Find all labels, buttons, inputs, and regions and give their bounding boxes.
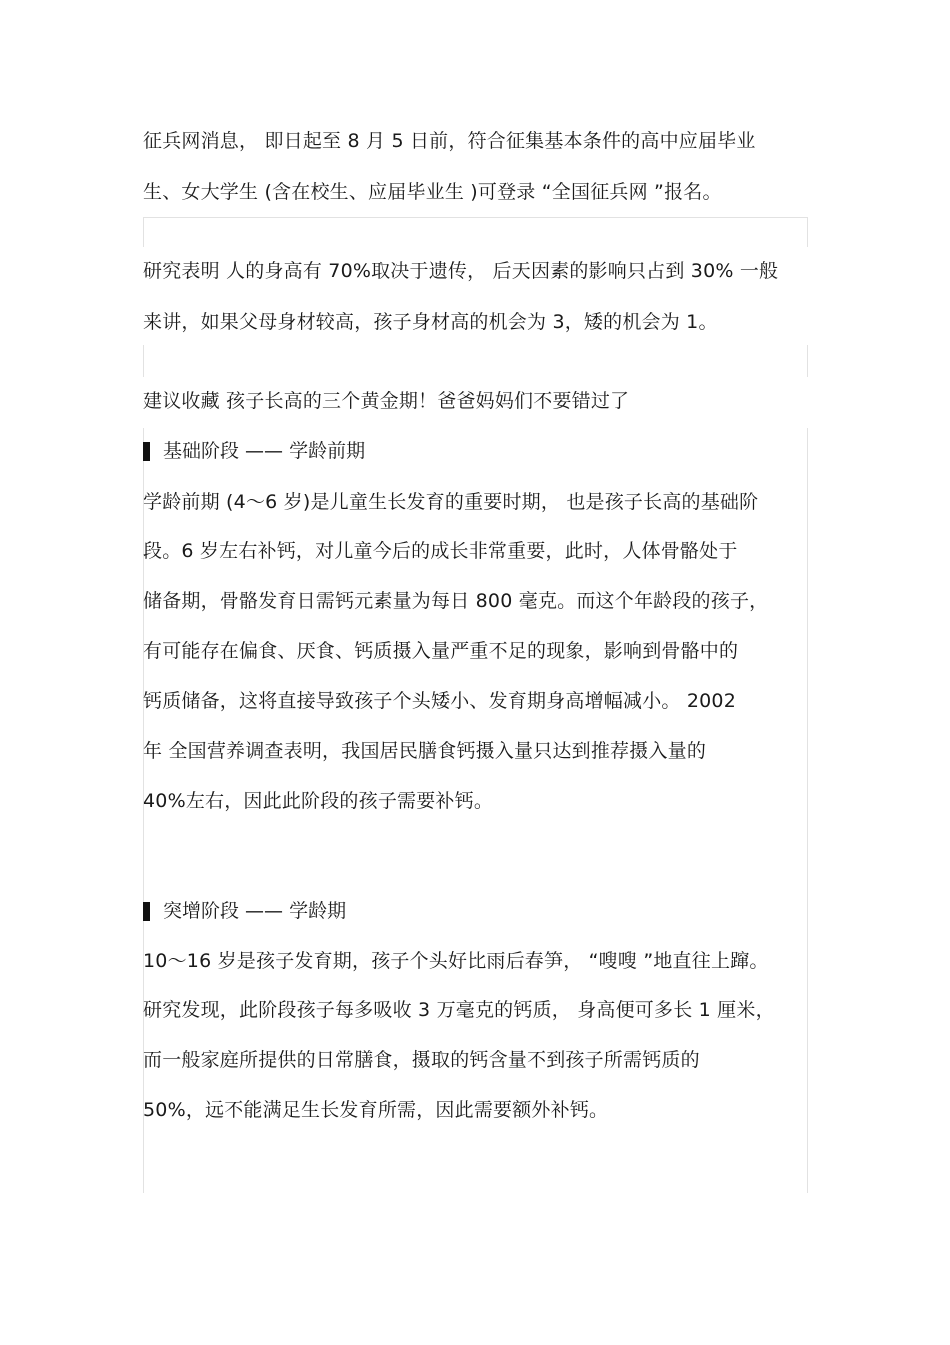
section2-line-3: 而一般家庭所提供的日常膳食，摄取的钙含量不到孩子所需钙质的	[143, 1049, 700, 1071]
section1-line-2: 段。6 岁左右补钙，对儿童今后的成长非常重要，此时，人体骨骼处于	[143, 540, 738, 562]
frame-line-right-1	[807, 217, 808, 247]
section1-line-4: 有可能存在偏食、厌食、钙质摄入量严重不足的现象，影响到骨骼中的	[143, 640, 739, 662]
heading-bar-icon	[143, 902, 150, 921]
section1-heading	[143, 438, 365, 464]
intro-line-2: 生、女大学生 (含在校生、应届毕业生 )可登录 “全国征兵网 ”报名。	[143, 181, 722, 203]
research-line-1: 研究表明 人的身高有 70%取决于遗传， 后天因素的影响只占到 30% 一般	[143, 260, 779, 282]
section1-line-6: 年 全国营养调查表明，我国居民膳食钙摄入量只达到推荐摄入量的	[143, 740, 707, 762]
research-line-2: 来讲，如果父母身材较高，孩子身材高的机会为 3，矮的机会为 1。	[143, 311, 718, 333]
section1-line-7: 40%左右，因此此阶段的孩子需要补钙。	[143, 790, 494, 812]
frame-line-right-3	[807, 428, 808, 1193]
section2-heading	[143, 898, 346, 924]
frame-line-left-2	[143, 345, 144, 377]
section1-line-3: 储备期，骨骼发育日需钙元素量为每日 800 毫克。而这个年龄段的孩子，	[143, 590, 769, 612]
section2-line-4: 50%，远不能满足生长发育所需，因此需要额外补钙。	[143, 1099, 609, 1121]
section2-heading-text: 突增阶段 —— 学龄期	[163, 900, 347, 922]
section1-line-5: 钙质储备，这将直接导致孩子个头矮小、发育期身高增幅减小。 2002	[143, 690, 736, 712]
intro-line-1: 征兵网消息， 即日起至 8 月 5 日前，符合征集基本条件的高中应届毕业	[143, 130, 756, 152]
section1-heading-text: 基础阶段 —— 学龄前期	[163, 440, 366, 462]
heading-bar-icon	[143, 442, 150, 461]
frame-line-right-2	[807, 345, 808, 377]
frame-line-top-1	[143, 217, 808, 218]
section2-line-2: 研究发现，此阶段孩子每多吸收 3 万毫克的钙质， 身高便可多长 1 厘米，	[143, 999, 775, 1021]
recommend-line: 建议收藏 孩子长高的三个黄金期！爸爸妈妈们不要错过了	[143, 390, 630, 412]
section2-line-1: 10～16 岁是孩子发育期，孩子个头好比雨后春笋， “嗖嗖 ”地直往上蹿。	[143, 950, 769, 972]
section1-line-1: 学龄前期 (4～6 岁)是儿童生长发育的重要时期， 也是孩子长高的基础阶	[143, 491, 759, 513]
frame-line-left-1	[143, 217, 144, 247]
